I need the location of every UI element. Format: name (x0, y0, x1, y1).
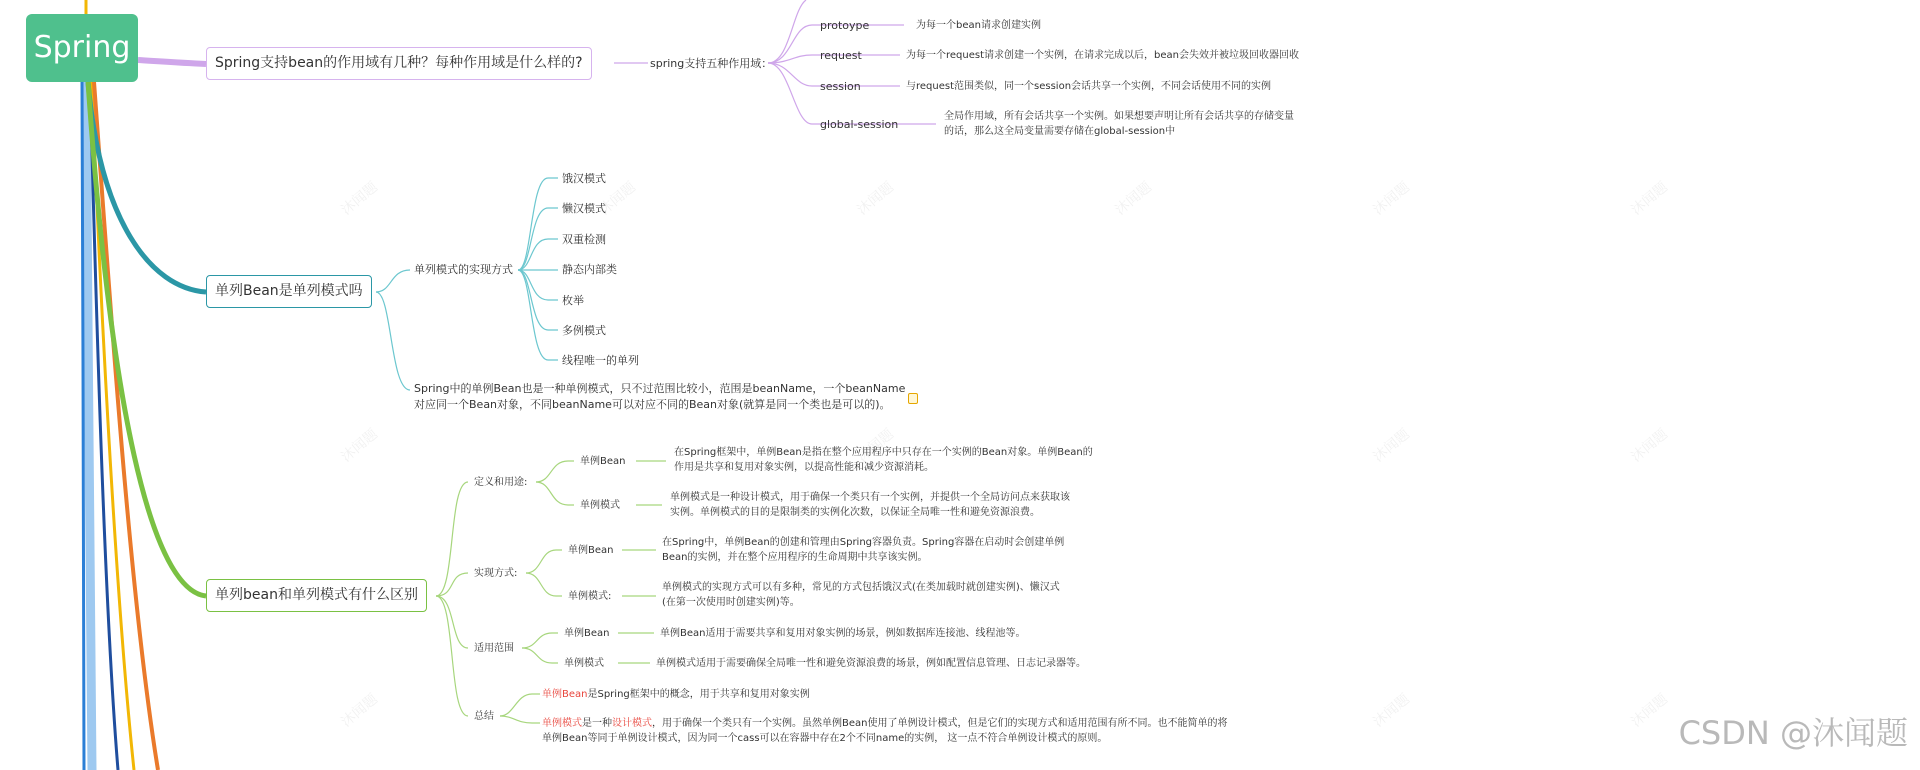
scope-desc-session: 与request范围类似，同一个session会话共享一个实例，不同会话使用不同的实例 (906, 81, 1272, 92)
impl-mode-label[interactable]: 单例模式: (568, 591, 612, 602)
spring-singleton-note-1: Spring中的单例Bean也是一种单例模式，只不过范围比较小，范围是beanName，一个beanName (414, 382, 906, 395)
scope-mode-desc: 单例模式适用于需要确保全局唯一性和避免资源浪费的场景，例如配置信息管理、日志记录器等。 (656, 658, 1086, 669)
def-bean-desc-1: 在Spring框架中，单例Bean是指在整个应用程序中只存在一个实例的Bean对象。单例Bean的 (674, 447, 1093, 458)
watermark: 沐闻题 (1628, 179, 1671, 219)
impl-item[interactable]: 饿汉模式 (562, 172, 606, 185)
impl-item[interactable]: 懒汉模式 (562, 202, 606, 215)
scope-desc-global-session: 全局作用域，所有会话共享一个实例。如果想要声明让所有会话共享的存储变量 (944, 111, 1294, 122)
scopes-label[interactable]: spring支持五种作用域： (650, 57, 773, 70)
root-node[interactable]: Spring (26, 14, 138, 82)
impl-item[interactable]: 静态内部类 (562, 263, 617, 276)
scope-desc-global-session-2: 的话，那么这全局变量需要存储在global-session中 (944, 126, 1176, 137)
impl-bean-desc-1: 在Spring中，单例Bean的创建和管理由Spring容器负责。Spring容器在启动时会创建单例 (662, 537, 1065, 548)
impl-bean-desc-2: Bean的实例，并在整个应用程序的生命周期中共享该实例。 (662, 552, 928, 563)
impl-item[interactable]: 双重检测 (562, 233, 606, 246)
def-bean-desc-2: 作用是共享和复用对象实例，以提高性能和减少资源消耗。 (674, 462, 934, 473)
topic-singleton-bean[interactable]: 单列Bean是单列模式吗 (206, 275, 372, 308)
scope-mode-label[interactable]: 单例模式 (564, 658, 604, 669)
impl-mode-desc-2: (在第一次使用时创建实例)等。 (662, 597, 800, 608)
scope-name-prototype[interactable]: protoype (820, 19, 870, 32)
topic-bean-vs-pattern[interactable]: 单列bean和单列模式有什么区别 (206, 579, 427, 612)
watermark: 沐闻题 (1370, 179, 1413, 219)
summary-label[interactable]: 总结 (474, 711, 494, 722)
def-mode-desc-2: 实例。单例模式的目的是限制类的实例化次数，以保证全局唯一性和避免资源浪费。 (670, 507, 1040, 518)
def-mode-label[interactable]: 单例模式 (580, 500, 620, 511)
watermark: 沐闻题 (338, 426, 381, 466)
branch-topic3 (88, 82, 206, 596)
impl-bean-label[interactable]: 单例Bean (568, 545, 614, 556)
impl-item[interactable]: 枚举 (562, 294, 584, 307)
trunk-line (82, 82, 84, 770)
watermark: 沐闻题 (1370, 426, 1413, 466)
scope-desc-prototype: 为每一个bean请求创建实例 (916, 20, 1041, 31)
impl-item[interactable]: 线程唯一的单列 (562, 354, 639, 367)
summary-text: 是Spring框架中的概念，用于共享和复用对象实例 (587, 689, 810, 700)
summary-text: ，用于确保一个类只有一个实例。虽然单例Bean使用了单例设计模式，但是它们的实现方式和适用范围有所不同。也不能简单的将 (652, 718, 1228, 729)
summary-red-term: 单例模式 (542, 718, 582, 729)
summary-line-3: 单例Bean等同于单例设计模式，因为同一个cass可以在容器中存在2个不同name的实例， 这一点不符合单例设计模式的原则。 (542, 733, 1108, 744)
note-icon[interactable] (908, 393, 918, 404)
topic-bean-scopes[interactable]: Spring支持bean的作用域有几种？每种作用域是什么样的? (206, 47, 592, 80)
spring-singleton-note-2: 对应同一个Bean对象，不同beanName可以对应不同的Bean对象(就算是同一个类也是可以的)。 (414, 398, 891, 411)
scope-bean-label[interactable]: 单例Bean (564, 628, 610, 639)
summary-line-1 (542, 687, 810, 702)
scope-name-request[interactable]: request (820, 49, 862, 62)
watermark: 沐闻题 (1370, 691, 1413, 731)
impl-way-label[interactable]: 实现方式: (474, 568, 518, 579)
watermark: 沐闻题 (338, 691, 381, 731)
impl-label[interactable]: 单列模式的实现方式 (414, 263, 513, 276)
summary-red-term: 设计模式 (612, 718, 652, 729)
def-mode-desc-1: 单例模式是一种设计模式，用于确保一个类只有一个实例，并提供一个全局访问点来获取该 (670, 492, 1070, 503)
summary-red-term: 单例Bean (542, 689, 588, 700)
def-bean-label[interactable]: 单例Bean (580, 456, 626, 467)
watermark: 沐闻题 (854, 179, 897, 219)
csdn-watermark: CSDN @沐闻题 (1678, 714, 1908, 752)
scope-desc-request: 为每一个request请求创建一个实例，在请求完成以后，bean会失效并被垃圾回收器回收 (906, 50, 1299, 61)
scope-name-session[interactable]: session (820, 80, 861, 93)
scope-label[interactable]: 适用范围 (474, 643, 514, 654)
watermark: 沐闻题 (1628, 691, 1671, 731)
trunk-line (86, 82, 92, 770)
watermark: 沐闻题 (1628, 426, 1671, 466)
watermark: 沐闻题 (1112, 179, 1155, 219)
scope-bean-desc: 单例Bean适用于需要共享和复用对象实例的场景，例如数据库连接池、线程池等。 (660, 628, 1026, 639)
summary-text: 是一种 (582, 718, 612, 729)
impl-item[interactable]: 多例模式 (562, 324, 606, 337)
summary-line-2 (542, 716, 1227, 731)
impl-mode-desc-1: 单例模式的实现方式可以有多种，常见的方式包括饿汉式(在类加载时就创建实例)、懒汉式 (662, 582, 1060, 593)
def-label[interactable]: 定义和用途: (474, 477, 528, 488)
watermark: 沐闻题 (854, 426, 897, 466)
branch-topic1 (138, 60, 206, 64)
watermark: 沐闻题 (338, 179, 381, 219)
watermark: 沐闻题 (596, 179, 639, 219)
scope-name-global-session[interactable]: global-session (820, 118, 899, 131)
